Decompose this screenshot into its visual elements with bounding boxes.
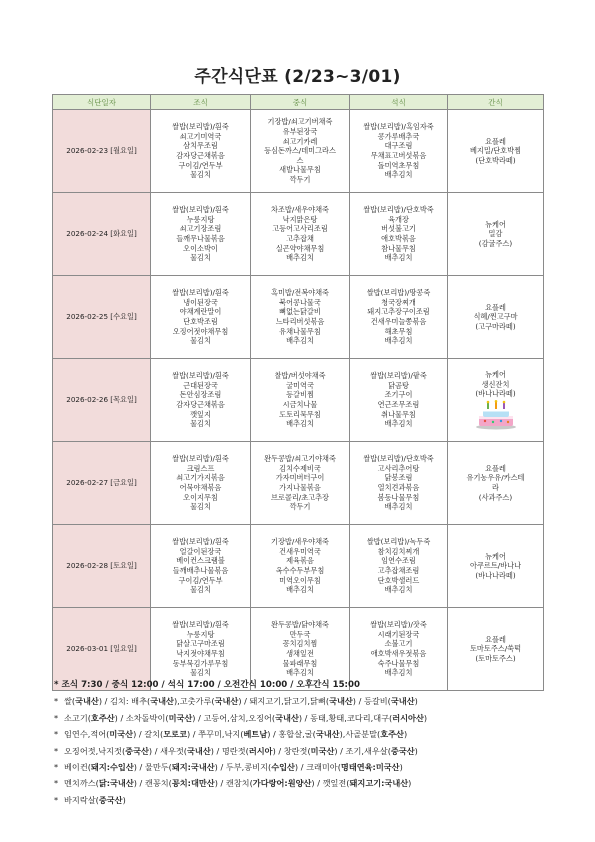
snack-item: 뉴케어 bbox=[485, 219, 506, 229]
origin-text: ) / 캔꽁치( bbox=[133, 778, 172, 789]
snack-item: (사과주스) bbox=[478, 492, 513, 502]
menu-item: 애호박볶음 bbox=[381, 234, 416, 243]
origin-text: ),사골분말( bbox=[339, 729, 381, 740]
menu-item: 조기구이 bbox=[384, 390, 413, 400]
snack-item: 뉴케어 bbox=[485, 551, 506, 561]
menu-item: 참나물무침 bbox=[381, 243, 416, 253]
menu-item: 등심돈까스/데미그라스 bbox=[264, 146, 336, 156]
day-row bbox=[53, 359, 544, 442]
menu-item: 굴미역국 bbox=[286, 380, 314, 390]
origin-text: ) bbox=[403, 729, 408, 740]
snack-cell bbox=[448, 276, 544, 359]
origin-country: 닭:국내산 bbox=[98, 778, 134, 789]
snack-cell bbox=[448, 110, 544, 193]
origin-text: ) / 창란젓( bbox=[272, 745, 311, 756]
breakfast-cell bbox=[151, 193, 251, 276]
menu-item: 구이김/연두부 bbox=[178, 575, 223, 585]
menu-item: 뼈없는닭갈비 bbox=[279, 307, 321, 317]
snack-cell bbox=[448, 193, 544, 276]
origin-list bbox=[54, 693, 554, 808]
menu-item: 옥수수두부무침 bbox=[275, 566, 325, 575]
origin-country: 꽁치:대만산 bbox=[171, 778, 215, 789]
snack-item: (고구마라떼) bbox=[475, 321, 516, 331]
menu-item: 북어콩나물국 bbox=[279, 297, 321, 307]
dinner-cell bbox=[350, 442, 448, 525]
menu-item: 배추김치 bbox=[286, 419, 314, 429]
header-date: 식단일자 bbox=[53, 95, 151, 110]
origin-text: ) / 깻잎전( bbox=[311, 778, 350, 789]
weekly-menu-table bbox=[52, 94, 544, 691]
menu-item: 임연수조림 bbox=[381, 556, 416, 566]
menu-item: 크림스프 bbox=[186, 463, 215, 473]
menu-item: 들깨배추나물볶음 bbox=[172, 566, 229, 575]
menu-item: 냉이된장국 bbox=[183, 297, 218, 307]
menu-item: 고추잡채 bbox=[286, 234, 314, 243]
menu-item: 배추김치 bbox=[384, 419, 413, 429]
menu-item: 쌀밥(보리밥)/단호박죽 bbox=[363, 454, 434, 464]
breakfast-cell bbox=[151, 276, 251, 359]
origin-country: 호주산 bbox=[90, 712, 115, 723]
lunch-cell bbox=[251, 525, 350, 608]
bullet-icon: * bbox=[54, 729, 59, 740]
menu-item: 쌀밥(보리밥)/흰죽 bbox=[172, 122, 229, 132]
origin-country: 러시아산 bbox=[392, 712, 424, 723]
snack-item: 밀감 bbox=[488, 229, 503, 239]
menu-item: 쌀밥(보리밥)/흑임자죽 bbox=[363, 122, 434, 132]
menu-item: 쇠고기가지볶음 bbox=[176, 473, 225, 483]
origin-text: ) / 두부,콩비지( bbox=[214, 762, 272, 773]
snack-item: 뉴케어 bbox=[485, 370, 506, 380]
origin-text: 멘치까스( bbox=[64, 778, 99, 789]
menu-item: 가지나물볶음 bbox=[279, 483, 321, 492]
menu-item: 야채계란말이 bbox=[179, 307, 222, 317]
day-row bbox=[53, 110, 544, 193]
menu-item: 흑미밥/전복야채죽 bbox=[271, 288, 329, 298]
origin-country: 돼지고기:국내산 bbox=[349, 778, 409, 789]
menu-item: 찰밥/버섯야채죽 bbox=[274, 371, 326, 381]
menu-item: 완두콩밥/닭야채죽 bbox=[271, 620, 329, 630]
menu-item: 등갈비찜 bbox=[286, 390, 314, 400]
menu-item: 배추김치 bbox=[286, 253, 314, 263]
menu-item: 시래기된장국 bbox=[377, 629, 420, 639]
origin-text: ) bbox=[414, 696, 418, 707]
header-dinner: 석식 bbox=[350, 95, 448, 110]
header-breakfast: 조식 bbox=[151, 95, 251, 110]
menu-item: 물김치 bbox=[190, 336, 211, 346]
menu-item: 배추김치 bbox=[384, 170, 413, 180]
day-date: 2026-02-27 [금요일] bbox=[53, 442, 151, 525]
menu-item: 베이컨스크램블 bbox=[176, 556, 225, 566]
origin-text: 쌀( bbox=[64, 696, 76, 707]
snack-cell bbox=[448, 525, 544, 608]
dinner-cell bbox=[350, 193, 448, 276]
menu-item: 꽁치김치찜 bbox=[282, 639, 318, 649]
origin-country: 베트남 bbox=[243, 729, 268, 740]
menu-item: 누룽지탕 bbox=[186, 214, 215, 224]
menu-item: 생채잎전 bbox=[286, 649, 314, 658]
menu-item: 물김치 bbox=[190, 502, 211, 512]
menu-item: 배추김치 bbox=[384, 668, 413, 678]
menu-item: 쌀밥(보리밥)/흰죽 bbox=[172, 537, 229, 547]
origin-note bbox=[54, 693, 554, 709]
menu-item: 배추김치 bbox=[384, 336, 413, 346]
menu-item: 숙주나물무침 bbox=[377, 658, 420, 668]
menu-item: 느타리버섯볶음 bbox=[275, 317, 325, 326]
menu-item: 어묵야채볶음 bbox=[179, 483, 222, 492]
origin-text: ) bbox=[423, 712, 428, 723]
menu-item: 연근조무조림 bbox=[377, 400, 420, 409]
menu-item: 누룽지탕 bbox=[186, 629, 215, 639]
bullet-icon: * bbox=[54, 712, 59, 723]
origin-country: 러시아 bbox=[248, 745, 273, 756]
breakfast-cell bbox=[151, 525, 251, 608]
snack-item: 식혜/찐고구마 bbox=[473, 312, 518, 322]
menu-item: 차조밥/새우야채죽 bbox=[271, 205, 329, 215]
meal-schedule: * 조식 7:30 / 중식 12:00 / 석식 17:00 / 오전간식 10:00 / 오후간식 15:00 bbox=[54, 680, 360, 690]
menu-item: 배추김치 bbox=[286, 336, 314, 346]
lunch-cell bbox=[251, 442, 350, 525]
menu-item: 실곤약야채무침 bbox=[275, 243, 325, 253]
day-date: 2026-02-26 [목요일] bbox=[53, 359, 151, 442]
origin-text: ) / 등갈비( bbox=[352, 696, 391, 707]
menu-item: 물김치 bbox=[190, 585, 211, 595]
menu-item: 기장밥/쇠고기버채죽 bbox=[267, 117, 333, 127]
origin-country: 국내산 bbox=[150, 696, 174, 707]
day-date: 2026-02-28 [토요일] bbox=[53, 525, 151, 608]
origin-country: 미국산 bbox=[168, 712, 193, 723]
menu-item: 소불고기 bbox=[384, 639, 413, 649]
origin-text: ) / 홍합살,굴( bbox=[267, 729, 316, 740]
menu-item: 낙지맑은탕 bbox=[282, 214, 318, 224]
header-lunch: 중식 bbox=[251, 95, 350, 110]
menu-item: 건새우미역국 bbox=[279, 546, 321, 556]
menu-item: 삼치무조림 bbox=[183, 141, 218, 151]
menu-item: 완두콩밥/쇠고기야채죽 bbox=[264, 454, 336, 464]
menu-item: 쇠고기장조림 bbox=[179, 224, 222, 234]
menu-item: 배추김치 bbox=[286, 585, 314, 595]
menu-item: 낙지젓야채무침 bbox=[176, 649, 225, 658]
origin-text: ) / 조기,새우살( bbox=[334, 745, 391, 756]
snack-item: (바나나라떼) bbox=[475, 570, 516, 580]
menu-item: 가자미버터구이 bbox=[275, 473, 325, 483]
menu-item: 닭살고구마조림 bbox=[176, 639, 225, 649]
menu-item: 깍두기 bbox=[289, 174, 311, 184]
breakfast-cell bbox=[151, 442, 251, 525]
lunch-cell bbox=[251, 276, 350, 359]
menu-item: 도토리묵무침 bbox=[279, 409, 321, 419]
menu-item: 쌀밥(보리밥)/흰죽 bbox=[172, 288, 229, 298]
bullet-icon: * bbox=[54, 696, 59, 707]
menu-item: 들깨무나물볶음 bbox=[176, 234, 225, 243]
menu-item: 쌀밥(보리밥)/흰죽 bbox=[172, 454, 229, 464]
menu-item: 새발나물무침 bbox=[279, 165, 321, 175]
menu-item: 제육볶음 bbox=[286, 556, 314, 566]
menu-item: 만두국 bbox=[289, 629, 311, 639]
menu-item: 미역오이무침 bbox=[279, 575, 321, 585]
menu-item: 콩가루배추국 bbox=[377, 131, 420, 141]
menu-item: 쌀밥(보리밥)/흰죽 bbox=[172, 620, 229, 630]
origin-country: 중국산 bbox=[98, 794, 123, 805]
origin-country: 호주산 bbox=[380, 729, 404, 740]
snack-item: 생신잔치 bbox=[481, 379, 510, 389]
snack-item: 요플레 bbox=[485, 136, 506, 146]
day-date: 2026-03-01 [일요일] bbox=[53, 608, 151, 691]
origin-text: ) bbox=[414, 745, 418, 756]
origin-note bbox=[54, 743, 554, 759]
header-snack: 간식 bbox=[448, 95, 544, 110]
snack-cell bbox=[448, 359, 544, 442]
day-row bbox=[53, 525, 544, 608]
origin-text: ) bbox=[122, 794, 126, 805]
origin-country: 국내산 bbox=[214, 696, 239, 707]
menu-item: 닭곰탕 bbox=[388, 380, 409, 390]
menu-item: 유부된장국 bbox=[282, 127, 318, 137]
menu-item: 유채나물무침 bbox=[279, 326, 321, 336]
origin-country: 모로코 bbox=[163, 729, 187, 740]
origin-text: 임연수,적어( bbox=[64, 729, 110, 740]
menu-item: 단호박샐러드 bbox=[377, 575, 420, 585]
origin-text: ) / 물만두( bbox=[133, 762, 172, 773]
origin-text: 소고기( bbox=[64, 712, 91, 723]
lunch-cell bbox=[251, 359, 350, 442]
menu-item: 근대된장국 bbox=[183, 380, 218, 390]
snack-cell bbox=[448, 442, 544, 525]
menu-item: 오징어젓야채무침 bbox=[172, 326, 229, 336]
menu-item: 닭봉조림 bbox=[384, 473, 413, 483]
dinner-cell bbox=[350, 276, 448, 359]
snack-item: (토마토주스) bbox=[475, 653, 516, 663]
origin-country: 중국산 bbox=[125, 745, 149, 756]
dinner-cell bbox=[350, 525, 448, 608]
snack-item: 요플레 bbox=[485, 463, 506, 473]
menu-item: 대구조림 bbox=[384, 141, 413, 151]
day-date: 2026-02-23 [월요일] bbox=[53, 110, 151, 193]
menu-item: 고등어고사리조림 bbox=[272, 224, 328, 234]
origin-country: 국내산 bbox=[390, 696, 415, 707]
menu-item: 쌀밥(보리밥)/잣죽 bbox=[370, 620, 427, 630]
origin-country: 미국산 bbox=[310, 745, 335, 756]
menu-item: 감자당근채볶음 bbox=[176, 151, 225, 160]
snack-item: 요플레 bbox=[485, 302, 506, 312]
origin-text: ) / 캔참치( bbox=[214, 778, 253, 789]
origin-text: ) / 고등어,삼치,오징어( bbox=[192, 712, 276, 723]
menu-item: 쌀밥(보리밥)/녹두죽 bbox=[366, 537, 431, 547]
lunch-cell bbox=[251, 193, 350, 276]
menu-item: 배추김치 bbox=[286, 668, 314, 678]
lunch-cell bbox=[251, 110, 350, 193]
menu-item: 쌀밥(보리밥)/흰죽 bbox=[172, 205, 229, 215]
snack-item: 유기농우유/카스테 bbox=[466, 473, 525, 483]
bullet-icon: * bbox=[54, 794, 59, 805]
origin-text: ) / 갈치( bbox=[133, 729, 164, 740]
menu-item: 청국장찌개 bbox=[381, 297, 416, 307]
menu-item: 김치수제비국 bbox=[279, 463, 321, 473]
menu-item: 쇠고기미역국 bbox=[179, 131, 222, 141]
bullet-icon: * bbox=[54, 778, 59, 789]
origin-text: ) / 명란젓( bbox=[210, 745, 249, 756]
menu-item: 배추김치 bbox=[384, 502, 413, 512]
menu-item: 얼갈이된장국 bbox=[179, 546, 222, 556]
menu-item: 버섯불고기 bbox=[381, 224, 416, 234]
origin-text: ) / 새우젓( bbox=[148, 745, 187, 756]
day-row bbox=[53, 442, 544, 525]
menu-item: 물김치 bbox=[190, 419, 211, 429]
origin-text: ) bbox=[399, 762, 403, 773]
menu-item: 돼지고추장구이조림 bbox=[367, 307, 430, 317]
menu-item: 구이김/연두부 bbox=[178, 160, 223, 170]
origin-text: ) / 돼지고기,닭고기,닭뼈( bbox=[238, 696, 330, 707]
origin-country: 미국산 bbox=[109, 729, 134, 740]
snack-item: (바나나라떼) bbox=[475, 389, 516, 399]
menu-item: 브로콜리/초고추장 bbox=[271, 492, 329, 502]
menu-item: 열치견과볶음 bbox=[377, 483, 420, 492]
menu-item: 배추김치 bbox=[384, 253, 413, 263]
origin-note bbox=[54, 759, 554, 775]
menu-item: 봄동나물무침 bbox=[377, 492, 420, 502]
origin-country: 국내산 bbox=[329, 696, 353, 707]
origin-text: ) / 소차돌박이( bbox=[114, 712, 169, 723]
origin-country: 국내산 bbox=[75, 696, 99, 707]
menu-item: 쌀밥(보리밥)/팥죽 bbox=[370, 371, 427, 381]
menu-item: 취나물무침 bbox=[381, 409, 416, 419]
origin-text: ) / 동태,황태,코다리,대구( bbox=[298, 712, 393, 723]
menu-item: 육개장 bbox=[388, 214, 409, 224]
snack-item: 토마토주스/쑥떡 bbox=[469, 644, 522, 654]
snack-item: 라 bbox=[492, 483, 499, 492]
menu-item: 배추김치 bbox=[384, 585, 413, 595]
origin-note bbox=[54, 775, 554, 791]
menu-item: 무채표고버섯볶음 bbox=[370, 151, 427, 160]
snack-item: (감귤주스) bbox=[478, 238, 513, 248]
notes-section bbox=[54, 677, 554, 808]
snack-item: (단호박라떼) bbox=[475, 155, 516, 165]
breakfast-cell bbox=[151, 110, 251, 193]
menu-item: 기장밥/새우야채죽 bbox=[271, 537, 329, 547]
menu-item: 해초무침 bbox=[384, 326, 413, 336]
origin-note bbox=[54, 726, 554, 742]
menu-item: 단호박조림 bbox=[183, 317, 218, 326]
origin-country: 돼지:수입산 bbox=[90, 762, 134, 773]
origin-country: 가다랑어:원양산 bbox=[252, 778, 312, 789]
origin-text: 오징어젓,낙지젓( bbox=[64, 745, 126, 756]
origin-text: 베이컨( bbox=[64, 762, 91, 773]
origin-country: 중국산 bbox=[390, 745, 415, 756]
menu-item: 오이지무침 bbox=[183, 492, 218, 502]
menu-item: 쌀밥(보리밥)/흰죽 bbox=[172, 371, 229, 381]
menu-item: 돈안심장조림 bbox=[179, 390, 222, 400]
origin-country: 돼지:국내산 bbox=[171, 762, 215, 773]
menu-item: 쌀밥(보리밥)/땅콩죽 bbox=[366, 288, 431, 298]
origin-text: ) / 크래미아( bbox=[294, 762, 341, 773]
menu-item: 물김치 bbox=[190, 170, 211, 180]
birthday-cake-icon bbox=[473, 400, 519, 430]
breakfast-cell bbox=[151, 359, 251, 442]
menu-item: 애호박새우젓볶음 bbox=[370, 649, 427, 658]
origin-text: ) bbox=[408, 778, 412, 789]
menu-item: 물김치 bbox=[190, 668, 211, 678]
bullet-icon: * bbox=[54, 762, 59, 773]
header-row bbox=[53, 95, 544, 110]
menu-item: 물김치 bbox=[190, 253, 211, 263]
origin-country: 명태연육:미국산 bbox=[340, 762, 400, 773]
origin-text: ),고춧가루( bbox=[173, 696, 215, 707]
menu-item: 참치김치찌개 bbox=[377, 546, 420, 556]
menu-item: 깻잎지 bbox=[190, 409, 211, 419]
menu-item: 물파래무침 bbox=[282, 658, 318, 668]
snack-item: 요플레 bbox=[485, 634, 506, 644]
origin-note bbox=[54, 710, 554, 726]
day-row bbox=[53, 193, 544, 276]
origin-text: 바지락살( bbox=[64, 794, 99, 805]
day-date: 2026-02-25 [수요일] bbox=[53, 276, 151, 359]
menu-item: 감자당근채볶음 bbox=[176, 400, 225, 409]
origin-note bbox=[54, 792, 554, 808]
origin-text: ) / 쭈꾸미,낙지( bbox=[186, 729, 244, 740]
bullet-icon: * bbox=[54, 745, 59, 756]
menu-item: 쇠고기카레 bbox=[282, 136, 318, 146]
day-row bbox=[53, 276, 544, 359]
dinner-cell bbox=[350, 110, 448, 193]
menu-item: 스 bbox=[296, 155, 304, 165]
menu-item: 고추잡채조림 bbox=[377, 566, 420, 575]
snack-item: 베지밀/단호박찜 bbox=[469, 146, 522, 156]
menu-item: 동부묵김가루무침 bbox=[172, 658, 229, 668]
menu-item: 쌀밥(보리밥)/단호박죽 bbox=[363, 205, 434, 215]
snack-item: 아쿠르트/바나나 bbox=[469, 561, 522, 571]
day-date: 2026-02-24 [화요일] bbox=[53, 193, 151, 276]
origin-text: ) / 김치: 배추( bbox=[98, 696, 151, 707]
origin-country: 수입산 bbox=[271, 762, 295, 773]
page-title: 주간식단표 (2/23~3/01) bbox=[194, 67, 401, 87]
origin-country: 국내산 bbox=[315, 729, 340, 740]
origin-country: 국내산 bbox=[275, 712, 299, 723]
menu-item: 건새우미늘쫑볶음 bbox=[370, 317, 427, 326]
origin-country: 국내산 bbox=[187, 745, 211, 756]
menu-item: 시금치나물 bbox=[282, 400, 318, 409]
menu-item: 오이소박이 bbox=[183, 243, 218, 253]
menu-item: 깍두기 bbox=[289, 502, 311, 512]
dinner-cell bbox=[350, 359, 448, 442]
menu-item: 고사리추어탕 bbox=[377, 463, 420, 473]
menu-item: 돌미역초무침 bbox=[377, 160, 420, 170]
